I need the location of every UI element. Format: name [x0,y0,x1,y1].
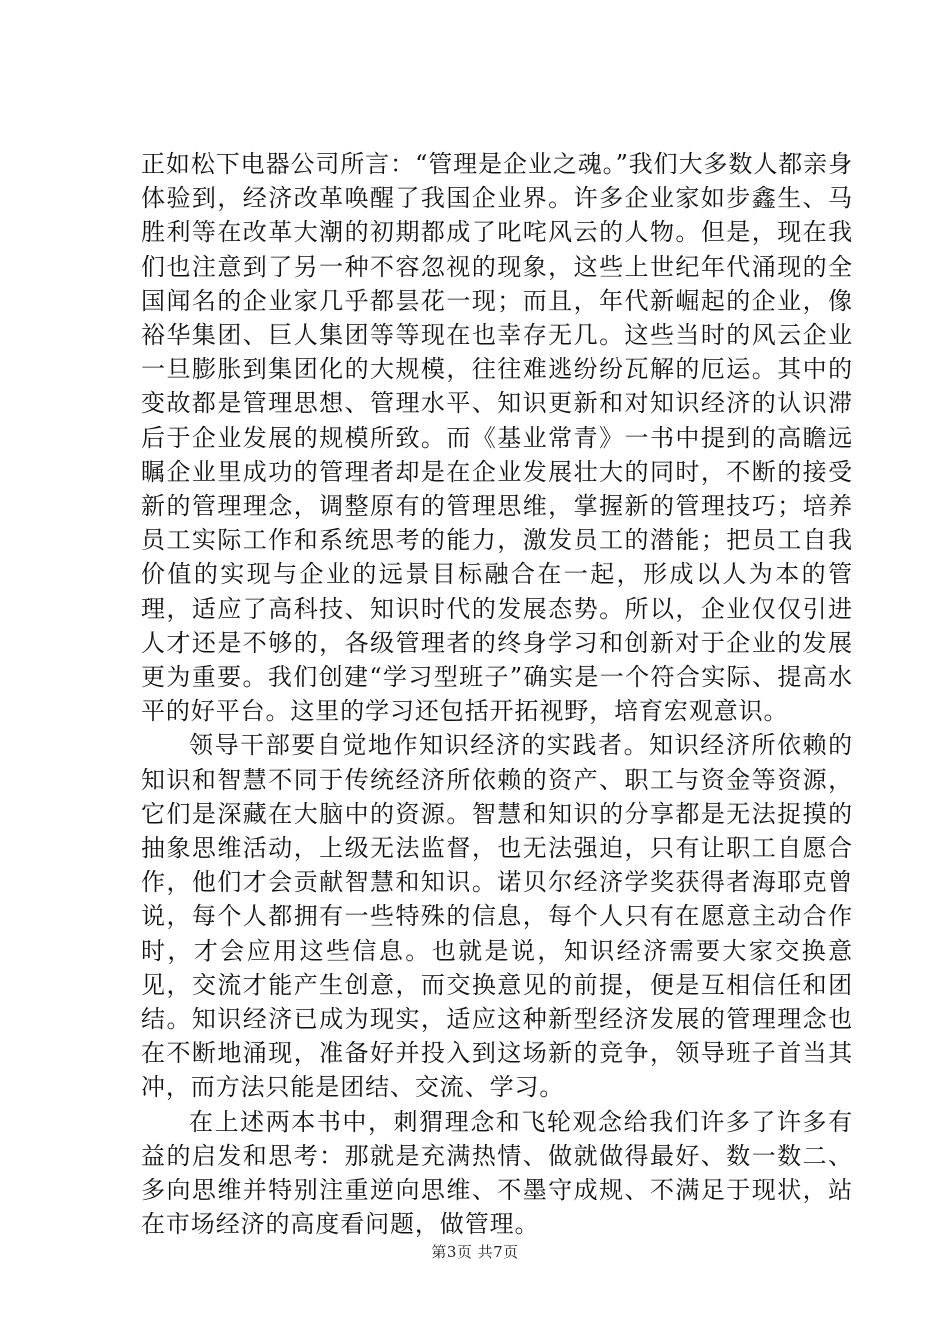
body-paragraph: 正如松下电器公司所言：“管理是企业之魂。”我们大多数人都亲身体验到，经济改革唤醒了我国企业界。许多企业家如步鑫生、马胜利等在改革大潮的初期都成了叱咤风云的人物。但是，现在我们也注意到了另一种不容忽视的现象，这些上世纪年代涌现的全国闻名的企业家几乎都昙花一现；而且，年代新崛起的企业，像裕华集团、巨人集团等等现在也幸存无几。这些当时的风云企业一旦膨胀到集团化的大规模，往往难逃纷纷瓦解的厄运。其中的变故都是管理思想、管理水平、知识更新和对知识经济的认识滞后于企业发展的规模所致。而《基业常青》一书中提到的高瞻远瞩企业里成功的管理者却是在企业发展壮大的同时，不断的接受新的管理理念，调整原有的管理思维，掌握新的管理技巧；培养员工实际工作和系统思考的能力，激发员工的潜能；把员工自我价值的实现与企业的远景目标融合在一起，形成以人为本的管理，适应了高科技、知识时代的发展态势。所以，企业仅仅引进人才还是不够的，各级管理者的终身学习和创新对于企业的发展更为重要。我们创建“学习型班子”确实是一个符合实际、提高水平的好平台。这里的学习还包括开拓视野，培育宏观意识。 [141,150,853,726]
body-paragraph: 在上述两本书中，刺猬理念和飞轮观念给我们许多了许多有益的启发和思考：那就是充满热情、做就做得最好、数一数二、多向思维并特别注重逆向思维、不墨守成规、不满足于现状，站在市场经济的高度看问题，做管理。 [141,1107,853,1239]
document-body [141,147,853,1242]
page-number-footer: 第3页 共7页 [431,1243,519,1261]
body-paragraph: 领导干部要自觉地作知识经济的实践者。知识经济所依赖的知识和智慧不同于传统经济所依赖的资产、职工与资金等资源，它们是深藏在大脑中的资源。智慧和知识的分享都是无法捉摸的抽象思维活动，上级无法监督，也无法强迫，只有让职工自愿合作，他们才会贡献智慧和知识。诺贝尔经济学奖获得者海耶克曾说，每个人都拥有一些特殊的信息，每个人只有在愿意主动合作时，才会应用这些信息。也就是说，知识经济需要大家交换意见，交流才能产生创意，而交换意见的前提，便是互相信任和团结。知识经济已成为现实，适应这种新型经济发展的管理理念也在不断地涌现，准备好并投入到这场新的竞争，领导班子首当其冲，而方法只能是团结、交流、学习。 [141,731,853,1102]
